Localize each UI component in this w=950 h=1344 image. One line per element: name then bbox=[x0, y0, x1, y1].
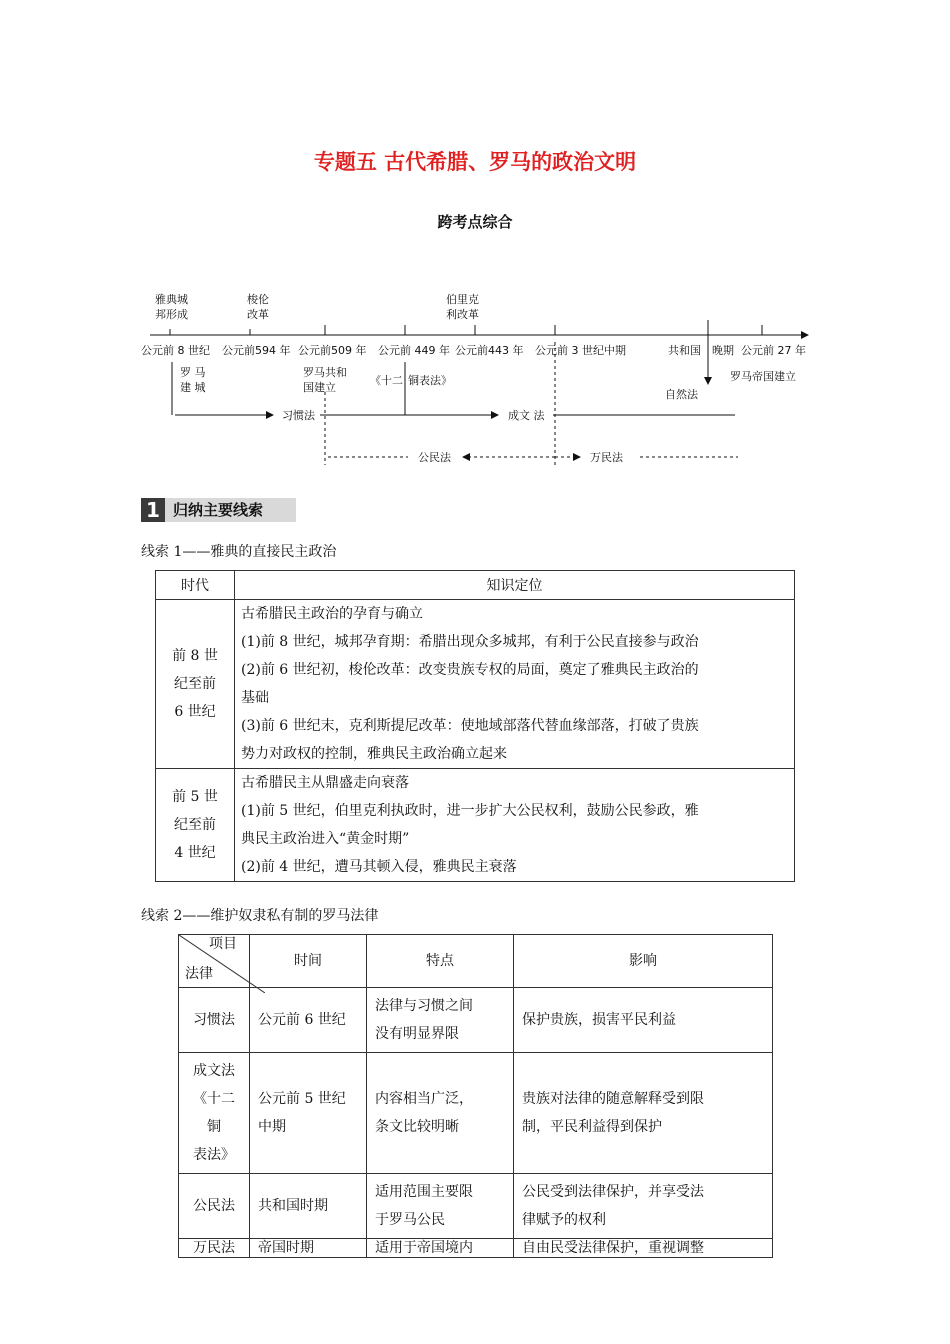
axis-label: 共和国 bbox=[668, 344, 701, 357]
label-jus-gentium: 万民法 bbox=[590, 451, 623, 464]
label-rome-founded-2: 建 城 bbox=[180, 381, 206, 394]
time-cell: 共和国时期 bbox=[250, 1174, 367, 1239]
header-corner: 项目 法律 bbox=[179, 935, 250, 988]
feature-cell: 适用于帝国境内 bbox=[367, 1239, 514, 1258]
law-cell: 万民法 bbox=[179, 1239, 250, 1258]
header-era: 时代 bbox=[156, 571, 235, 600]
time-cell: 公元前 6 世纪 bbox=[250, 988, 367, 1053]
timeline-diagram bbox=[0, 280, 950, 480]
label-republic-2: 国建立 bbox=[303, 381, 336, 394]
axis-label: 公元前509 年 bbox=[298, 344, 367, 357]
impact-cell: 公民受到法律保护，并享受法 律赋予的权利 bbox=[514, 1174, 773, 1239]
axis-label: 公元前 449 年 bbox=[378, 344, 450, 357]
axis-label: 公元前594 年 bbox=[222, 344, 291, 357]
label-pericles-1: 伯里克 bbox=[446, 293, 479, 306]
axis-label: 公元前 8 世纪 bbox=[141, 344, 210, 357]
time-cell: 公元前 5 世纪 中期 bbox=[250, 1053, 367, 1174]
header-time: 时间 bbox=[250, 935, 367, 988]
label-civil-law: 公民法 bbox=[418, 451, 451, 464]
athens-democracy-table bbox=[155, 570, 795, 882]
knowledge-cell: 古希腊民主政治的孕育与确立 (1)前 8 世纪，城邦孕育期：希腊出现众多城邦，有利于公民直接参与政治 (2)前 6 世纪初，梭伦改革：改变贵族专权的局面，奠定了雅典民主政治的 基础 (3)前 6 世纪末，克利斯提尼改革：使地域部落代替血缘部落，打破了贵族 势力对政权的控制，雅典民主政治确立起来 bbox=[235, 600, 795, 769]
impact-cell: 自由民受法律保护，重视调整 bbox=[514, 1239, 773, 1258]
clue2-heading: 线索 2——维护奴隶私有制的罗马法律 bbox=[141, 908, 379, 924]
label-republic-1: 罗马共和 bbox=[303, 366, 347, 379]
section-title: 归纳主要线索 bbox=[173, 501, 264, 519]
feature-cell: 法律与习惯之间 没有明显界限 bbox=[367, 988, 514, 1053]
label-solon-2: 改革 bbox=[247, 308, 269, 321]
table-row bbox=[179, 1053, 773, 1174]
label-customary-law: 习惯法 bbox=[282, 409, 315, 422]
section-number: 1 bbox=[141, 498, 165, 522]
label-twelve-tables-1: 《十二 bbox=[370, 374, 403, 387]
label-solon-1: 梭伦 bbox=[247, 293, 269, 306]
clue1-heading: 线索 1——雅典的直接民主政治 bbox=[141, 544, 337, 560]
feature-cell: 内容相当广泛， 条文比较明晰 bbox=[367, 1053, 514, 1174]
header-knowledge: 知识定位 bbox=[235, 571, 795, 600]
feature-cell: 适用范围主要限 于罗马公民 bbox=[367, 1174, 514, 1239]
axis-label: 公元前443 年 bbox=[455, 344, 524, 357]
label-empire: 罗马帝国建立 bbox=[730, 370, 796, 383]
header-impact: 影响 bbox=[514, 935, 773, 988]
law-cell: 成文法 《十二铜 表法》 bbox=[179, 1053, 250, 1174]
table-row bbox=[179, 1174, 773, 1239]
table-row bbox=[156, 600, 795, 769]
impact-cell: 保护贵族，损害平民利益 bbox=[514, 988, 773, 1053]
axis-label: 公元前 3 世纪中期 bbox=[535, 344, 626, 357]
header-feature: 特点 bbox=[367, 935, 514, 988]
table-header-row bbox=[156, 571, 795, 600]
axis-label: 晚期 bbox=[712, 344, 734, 357]
era-cell: 前 8 世 纪至前 6 世纪 bbox=[156, 600, 235, 769]
law-cell: 公民法 bbox=[179, 1174, 250, 1239]
page-title: 专题五 古代希腊、罗马的政治文明 bbox=[313, 150, 637, 174]
time-cell: 帝国时期 bbox=[250, 1239, 367, 1258]
label-rome-founded-1: 罗 马 bbox=[180, 366, 206, 379]
label-pericles-2: 利改革 bbox=[446, 308, 479, 321]
page-subtitle: 跨考点综合 bbox=[437, 213, 513, 231]
label-written-law: 成文 法 bbox=[508, 409, 545, 422]
era-cell: 前 5 世 纪至前 4 世纪 bbox=[156, 769, 235, 882]
roman-law-table bbox=[178, 934, 773, 1258]
label-athens-1: 雅典城 bbox=[155, 293, 188, 306]
table-row bbox=[156, 769, 795, 882]
label-natural-law: 自然法 bbox=[665, 388, 698, 401]
knowledge-cell: 古希腊民主从鼎盛走向衰落 (1)前 5 世纪，伯里克利执政时，进一步扩大公民权利，鼓励公民参政，雅 典民主政治进入“黄金时期” (2)前 4 世纪，遭马其顿入侵，雅典民主衰落 bbox=[235, 769, 795, 882]
axis-label: 公元前 27 年 bbox=[741, 344, 806, 357]
table-header-row bbox=[179, 935, 773, 988]
table-row bbox=[179, 1239, 773, 1258]
impact-cell: 贵族对法律的随意解释受到限 制，平民利益得到保护 bbox=[514, 1053, 773, 1174]
label-twelve-tables-2: 铜表法》 bbox=[408, 374, 452, 387]
law-cell: 习惯法 bbox=[179, 988, 250, 1053]
label-athens-2: 邦形成 bbox=[155, 308, 188, 321]
section-heading bbox=[141, 498, 296, 522]
table-row bbox=[179, 988, 773, 1053]
